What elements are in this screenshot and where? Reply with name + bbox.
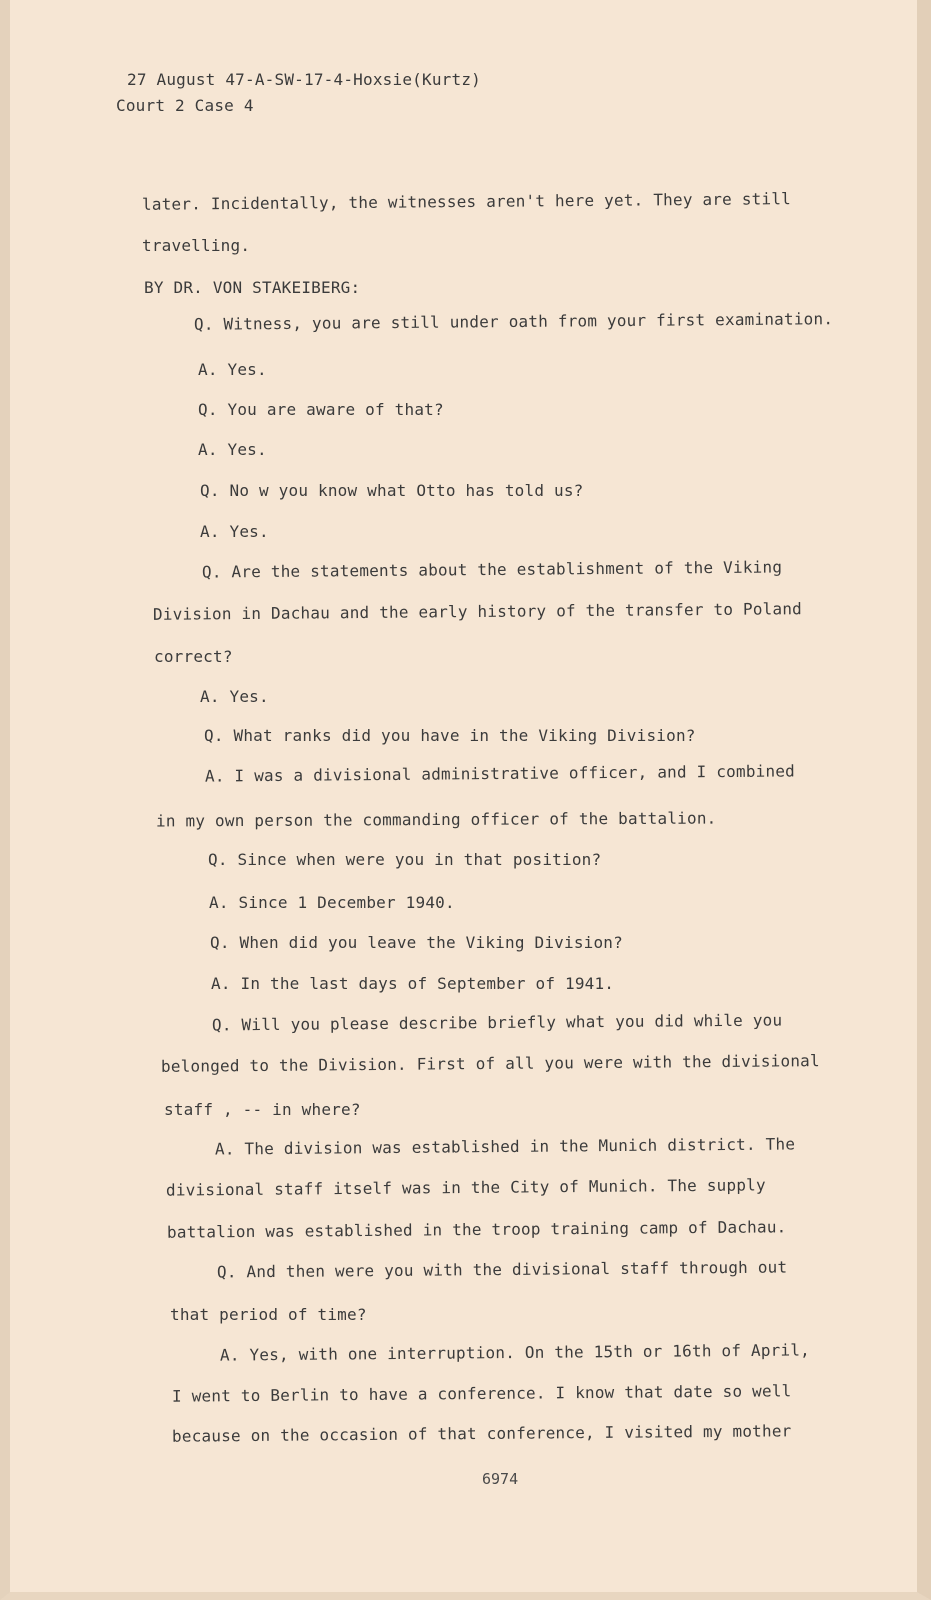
text-line: Q. Will you please describe briefly what you did while you	[211, 1010, 783, 1035]
text-line: A. Since 1 December 1940.	[209, 893, 455, 912]
text-line: battalion was established in the troop training camp of Dachau.	[166, 1217, 787, 1242]
text-line: in my own person the commanding officer of the battalion.	[155, 808, 717, 831]
text-line: correct?	[154, 647, 233, 666]
text-line: belonged to the Division. First of all you were with the divisional	[160, 1051, 820, 1076]
text-line: Q. When did you leave the Viking Division?	[210, 933, 623, 952]
text-line: later. Incidentally, the witnesses aren't here yet. They are still	[141, 189, 792, 214]
text-line: A. In the last days of September of 1941.	[211, 974, 615, 993]
text-line: Q. Witness, you are still under oath from your first examination.	[193, 309, 834, 334]
text-line: that period of time?	[170, 1305, 367, 1324]
text-line: A. Yes.	[200, 522, 269, 541]
text-line: Division in Dachau and the early history of the transfer to Poland	[152, 599, 803, 624]
text-line: because on the occasion of that conference, I visited my mother	[171, 1421, 792, 1446]
text-line: A. Yes, with one interruption. On the 15th or 16th of April,	[219, 1340, 811, 1365]
text-line: Q. What ranks did you have in the Viking Division?	[204, 726, 696, 745]
text-line: Q. And then were you with the divisional staff through out	[216, 1257, 788, 1282]
text-line: travelling.	[142, 236, 251, 255]
page-number: 6974	[482, 1470, 519, 1488]
header-line-2: Court 2 Case 4	[116, 96, 254, 115]
text-line: A. I was a divisional administrative officer, and I combined	[204, 761, 796, 786]
text-line: Q. You are aware of that?	[198, 400, 444, 419]
text-line: A. Yes.	[198, 360, 267, 379]
text-line: A. The division was established in the Munich district. The	[214, 1134, 796, 1159]
text-line: divisional staff itself was in the City of Munich. The supply	[165, 1175, 766, 1200]
text-line: staff , -- in where?	[164, 1100, 361, 1119]
text-line: A. Yes.	[200, 687, 269, 706]
text-line: A. Yes.	[198, 440, 267, 459]
text-line: Q. Are the statements about the establishment of the Viking	[201, 557, 783, 582]
text-line: BY DR. VON STAKEIBERG:	[144, 278, 361, 297]
text-line: Q. Since when were you in that position?	[208, 850, 602, 869]
text-line: Q. No w you know what Otto has told us?	[200, 481, 584, 500]
header-line-1: 27 August 47-A-SW-17-4-Hoxsie(Kurtz)	[127, 70, 481, 89]
text-line: I went to Berlin to have a conference. I know that date so well	[171, 1381, 792, 1406]
